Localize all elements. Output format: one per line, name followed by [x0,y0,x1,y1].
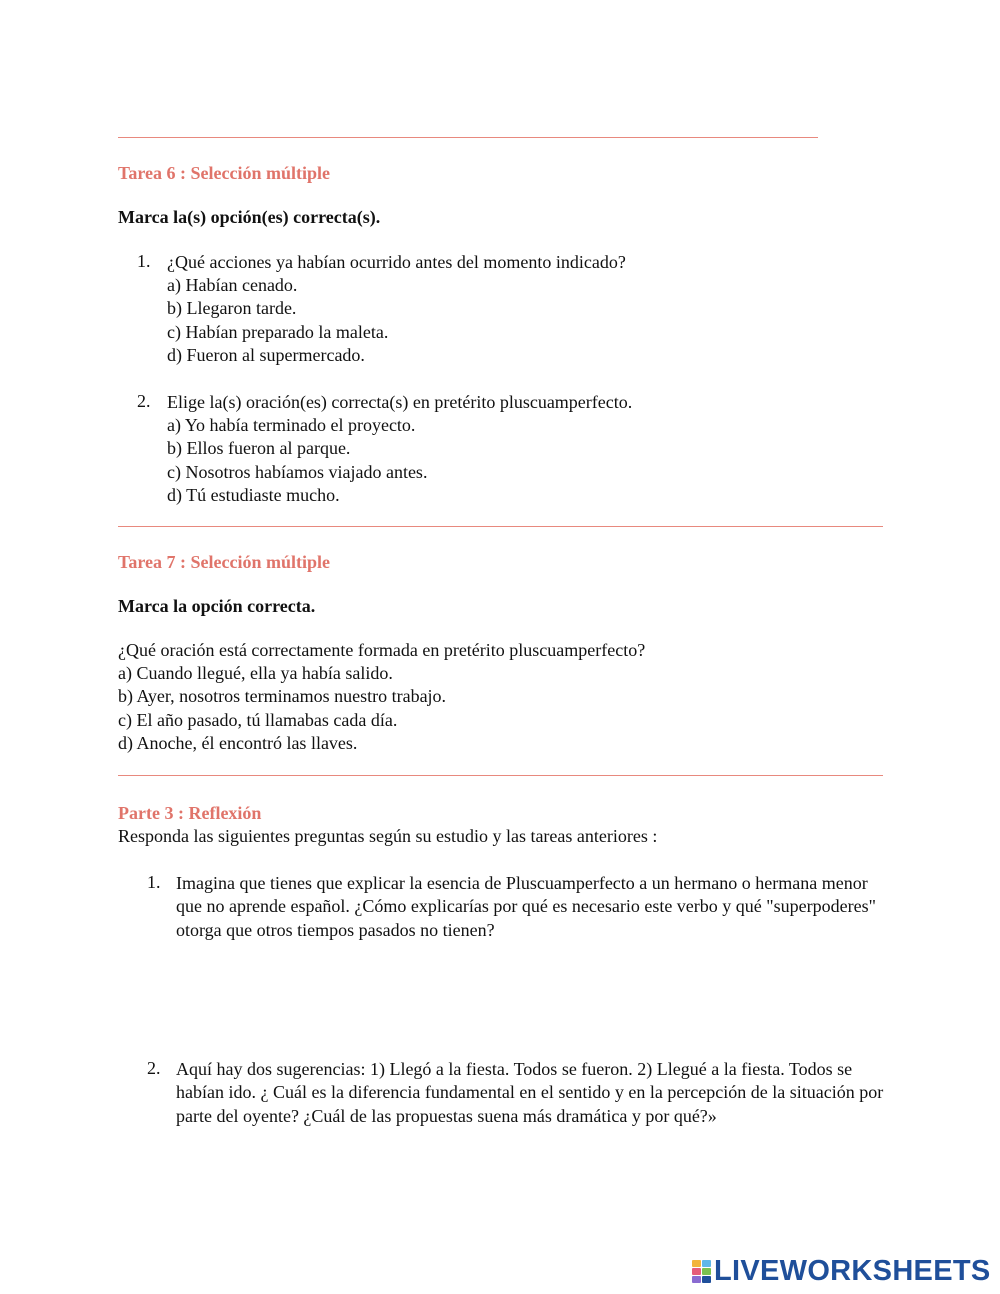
top-divider [118,137,818,138]
divider [118,526,883,527]
question-text: Aquí hay dos sugerencias: 1) Llegó a la fiesta. Todos se fueron. 2) Llegué a la fiesta. Todos se habían ido. ¿ Cuál es la diferencia fundamental en el sentido y en la percepción de la situación por parte del oyente? ¿Cuál de las propuestas suena más dramática y por qué?» [176,1059,884,1126]
option-c[interactable]: c) Nosotros habíamos viajado antes. [167,461,428,482]
question-text: ¿Qué oración está correctamente formada en pretérito pluscuamperfecto? [118,640,646,660]
tarea7-heading: Tarea 7 : Selección múltiple [118,552,330,572]
option-d[interactable]: d) Anoche, él encontró las llaves. [118,732,358,753]
tarea6-question-2 [137,391,632,507]
question-number: 2. [137,391,151,411]
option-b[interactable]: b) Llegaron tarde. [167,298,297,319]
tarea7-question [118,639,645,755]
option-a[interactable]: a) Yo había terminado el proyecto. [167,415,416,436]
option-b[interactable]: b) Ayer, nosotros terminamos nuestro trabajo. [118,686,447,707]
question-number: 2. [147,1058,161,1078]
tarea7-instruction: Marca la opción correcta. [118,596,316,616]
brand-icon [692,1260,711,1283]
divider [118,775,883,776]
tarea6-instruction: Marca la(s) opción(es) correcta(s). [118,207,381,227]
option-d[interactable]: d) Tú estudiaste mucho. [167,484,340,505]
parte3-intro: Responda las siguientes preguntas según su estudio y las tareas anteriores : [118,826,658,846]
tarea6-question-1 [137,251,626,367]
option-b[interactable]: b) Ellos fueron al parque. [167,438,351,459]
tarea6-heading: Tarea 6 : Selección múltiple [118,163,330,183]
question-number: 1. [137,251,151,271]
option-c[interactable]: c) Habían preparado la maleta. [167,321,389,342]
liveworksheets-logo [692,1256,991,1286]
option-c[interactable]: c) El año pasado, tú llamabas cada día. [118,709,398,730]
question-text: ¿Qué acciones ya habían ocurrido antes del momento indicado? [167,252,626,272]
brand-name: LIVEWORKSHEETS [714,1255,991,1287]
question-text: Elige la(s) oración(es) correcta(s) en pretérito pluscuamperfecto. [167,392,633,412]
question-number: 1. [147,872,161,892]
question-text: Imagina que tienes que explicar la esencia de Pluscuamperfecto a un hermano o hermana menor que no aprende español. ¿Cómo explicarías por qué es necesario este verbo y qué "superpoderes" otorga que otros tiempos pasados no tienen? [176,873,876,940]
parte3-heading: Parte 3 : Reflexión [118,803,262,823]
option-a[interactable]: a) Cuando llegué, ella ya había salido. [118,663,393,684]
option-d[interactable]: d) Fueron al supermercado. [167,344,365,365]
option-a[interactable]: a) Habían cenado. [167,275,298,296]
